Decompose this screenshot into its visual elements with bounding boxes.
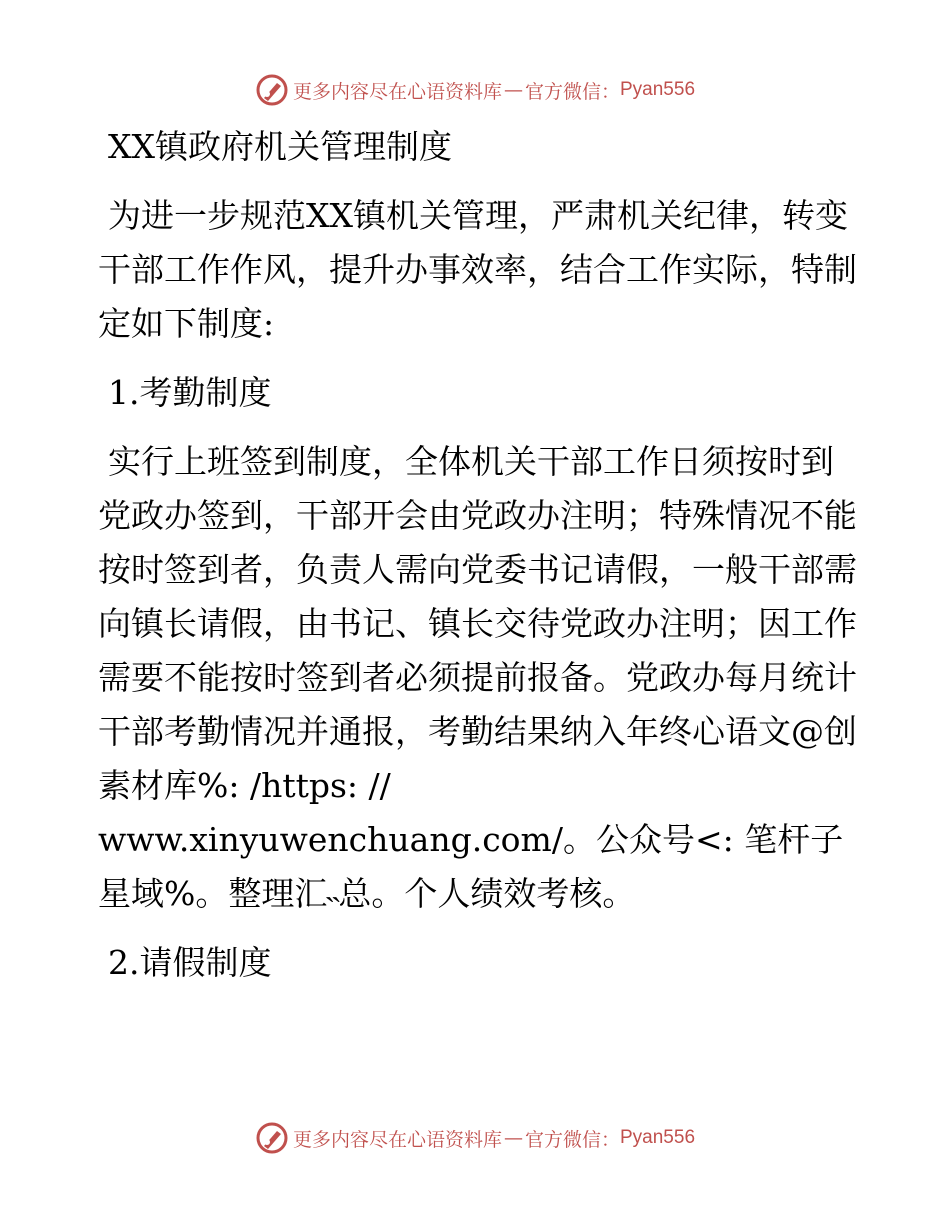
banner-wechat-label: 官方微信：: [524, 1128, 620, 1151]
banner-wechat-id: Pyan556: [620, 79, 696, 100]
banner-wechat-label: 官方微信：: [524, 80, 620, 103]
document-title: XX镇政府机关管理制度: [108, 127, 452, 166]
document-body: [98, 120, 858, 990]
banner-text: 更多内容尽在心语资料库: [292, 80, 502, 103]
header-watermark-banner: [0, 70, 950, 110]
footer-watermark-banner: [0, 1118, 950, 1158]
pen-logo-icon: [255, 73, 289, 107]
section-heading-leave: 2.请假制度: [108, 943, 272, 982]
banner-separator: —: [503, 79, 523, 101]
pen-logo-icon: [255, 1121, 289, 1155]
banner-text: 更多内容尽在心语资料库: [292, 1128, 502, 1151]
banner-separator: —: [503, 1127, 523, 1149]
attendance-paragraph: 实行上班签到制度，全体机关干部工作日须按时到党政办签到，干部开会由党政办注明；特殊情况不能按时签到者，负责人需向党委书记请假，一般干部需向镇长请假，由书记、镇长交待党政办注明；因工作需要不能按时签到者必须提前报备。党政办每月统计干部考勤情况并通报，考勤结果纳入年终心语文@创素材库%: /https: // www.xinyuwenchuang.com/。公众号<: 笔杆子星域%。整理汇˵总。个人绩效考核。: [98, 442, 857, 913]
section-heading-attendance: 1.考勤制度: [108, 373, 272, 412]
intro-paragraph: 为进一步规范XX镇机关管理，严肃机关纪律，转变干部工作作风，提升办事效率，结合工作实际，特制定如下制度:: [98, 196, 857, 343]
banner-wechat-id: Pyan556: [620, 1127, 696, 1148]
